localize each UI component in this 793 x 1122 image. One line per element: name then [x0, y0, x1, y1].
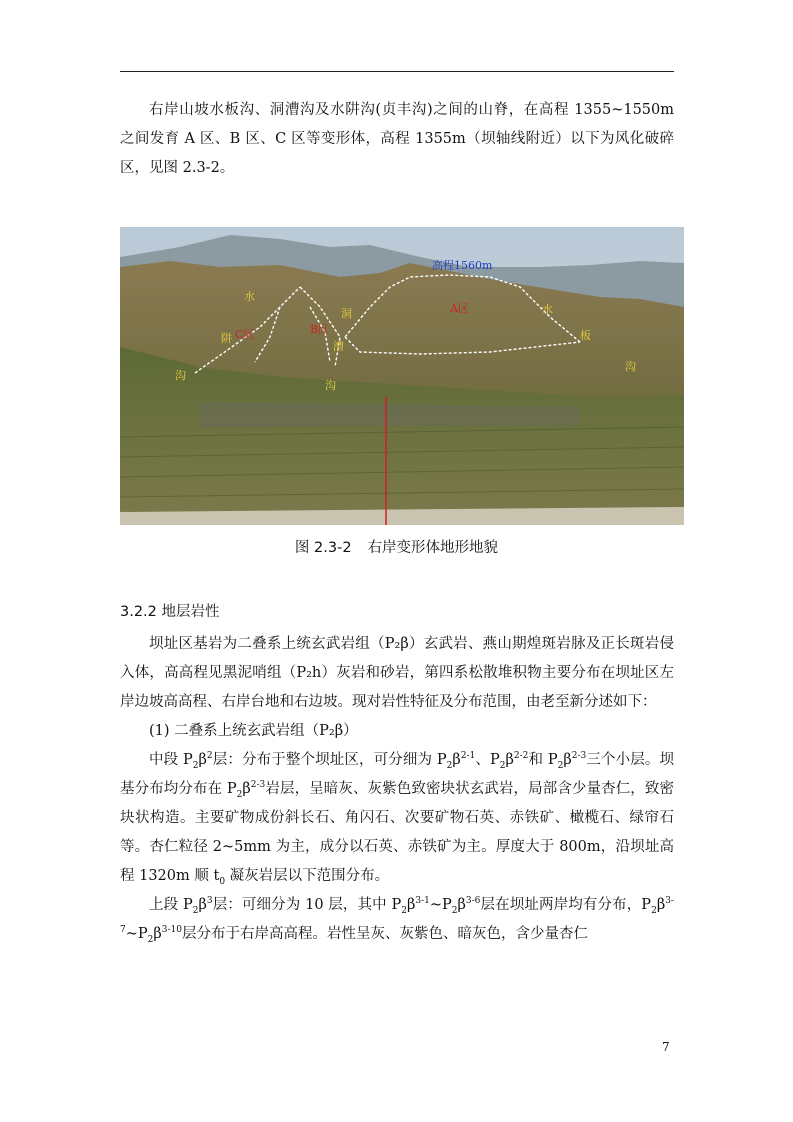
- label-gou-right: 沟: [625, 360, 636, 373]
- section-heading: 3.2.2 地层岩性: [120, 604, 220, 620]
- label-elevation: 高程1560m: [432, 259, 493, 272]
- header-rule: [120, 71, 674, 72]
- label-cao: 漕: [333, 340, 344, 353]
- section-body: [120, 630, 674, 949]
- figure-number: 图 2.3-2: [294, 540, 352, 556]
- label-shui2: 水: [542, 303, 553, 316]
- intro-text: 右岸山坡水板沟、洞漕沟及水阱沟(贞丰沟)之间的山脊，在高程 1355~1550m 之间发育 A 区、B 区、C 区等变形体，高程 1355m（坝轴线附近）以下为风化破碎区，见图 2.3-2。: [120, 102, 674, 176]
- label-zone-c: C区: [235, 328, 255, 341]
- section-paragraph-1: 坝址区基岩为二叠系上统玄武岩组（P₂β）玄武岩、燕山期煌斑岩脉及正长斑岩侵入体，高高程见黑泥哨组（P₂h）灰岩和砂岩，第四系松散堆积物主要分布在坝址区左岸边坡高高程、右岸台地和右边坡。现对岩性特征及分布范围，由老至新分述如下：: [120, 636, 674, 710]
- section-item-1: (1) 二叠系上统玄武岩组（P₂β）: [149, 723, 358, 739]
- terrain-photo-image: [120, 227, 684, 525]
- page-number: 7: [662, 1040, 670, 1054]
- figure-caption: [0, 536, 793, 557]
- section-paragraph-2: 中段 $P_2\beta^2$层：分布于整个坝址区，可分细为 $P_2\beta^{2-1}$、$P_2\beta^{2-2}$和 $P_2\beta^{2-3}$三个小层。坝基分布均分布在 $P_2\beta^{2-3}$岩层，呈暗灰、灰紫色致密块状玄武岩，局部含少量杏仁，致密块状构造。主要矿物成份斜长石、角闪石、次要矿物石英、赤铁矿、橄榄石、绿帘石等。杏仁粒径 2~5mm 为主，成分以石英、赤铁矿为主。厚度大于 800m，沿坝址高程 1320m 顺 $t_0$ 凝灰岩层以下范围分布。: [120, 751, 675, 887]
- label-dong: 洞: [341, 307, 352, 320]
- label-zone-b: B区: [310, 323, 330, 336]
- label-gou-left: 沟: [175, 369, 186, 382]
- label-shui: 水: [244, 290, 255, 303]
- figure-caption-text: 右岸变形体地形地貌: [367, 540, 499, 556]
- section-paragraph-3: 上段 $P_2\beta^3$层：可细分为 10 层，其中 $P_2\beta^{3-1}\sim P_2\beta^{3-6}$层在坝址两岸均有分布，$P_2\beta^{3-7}\sim P_2\beta^{3-10}$层分布于右岸高高程。岩性呈灰、灰紫色、暗灰色，含少量杏仁: [120, 896, 674, 945]
- label-ban: 板: [580, 329, 591, 342]
- intro-paragraph: [120, 96, 674, 183]
- terrain-photo: [120, 227, 684, 525]
- label-jing: 阱: [221, 332, 232, 345]
- label-gou-mid: 沟: [325, 379, 336, 392]
- label-zone-a: A区: [450, 302, 469, 315]
